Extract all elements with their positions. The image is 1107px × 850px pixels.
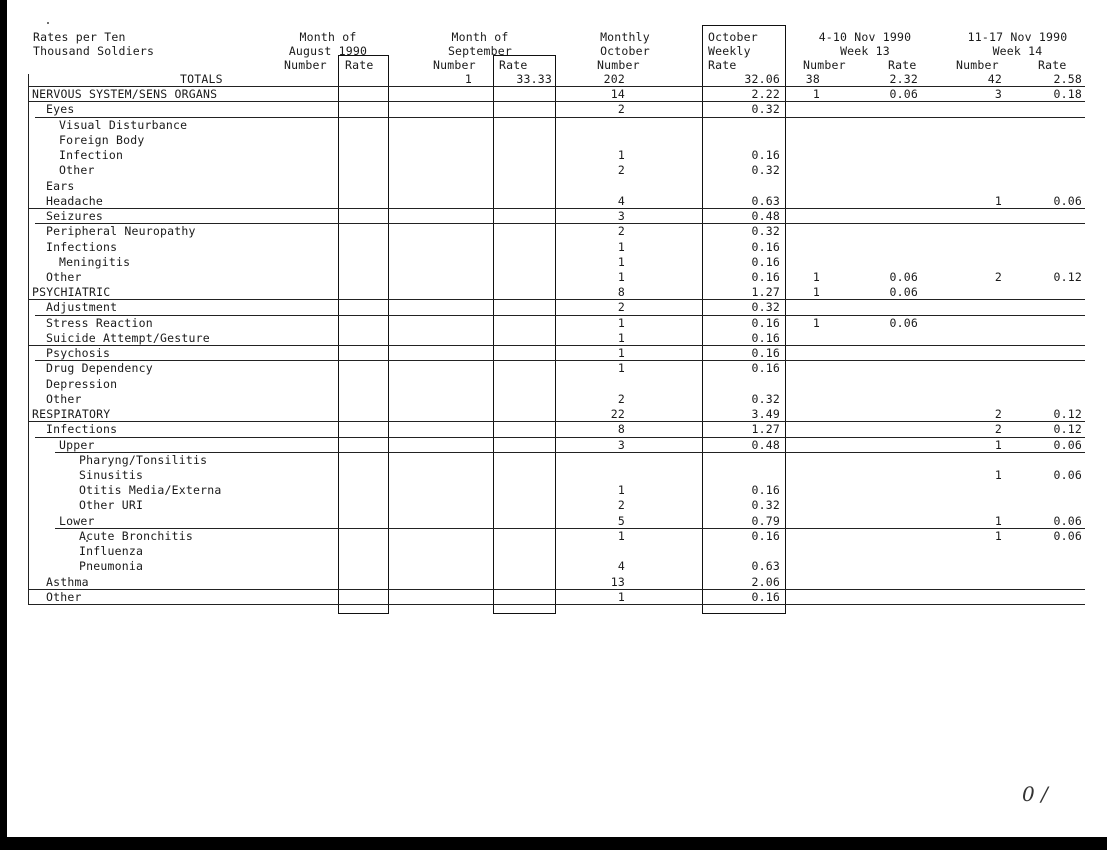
row-label: RESPIRATORY (32, 407, 111, 422)
cell-oct-rate: 0.16 (751, 361, 780, 376)
cell-oct-rate: 32.06 (744, 72, 780, 86)
w13-heading-1: 4-10 Nov 1990 (818, 30, 912, 44)
sep-rate-column-box (493, 55, 556, 614)
table-title-line-2: Thousand Soldiers (33, 44, 155, 58)
row-label: Infections (46, 422, 118, 437)
handwritten-margin-mark: 0 / (1022, 782, 1048, 806)
cell-oct-num: 5 (617, 513, 625, 528)
sep-rate-label: Rate (499, 58, 528, 72)
cell-w14-num: 2 (994, 422, 1002, 437)
sep-heading-1: Month of (451, 30, 509, 44)
w14-number-label: Number (956, 58, 999, 72)
cell-w14-rate: 0.18 (1053, 87, 1082, 102)
cell-oct-num: 1 (617, 148, 625, 163)
cell-oct-rate: 0.32 (751, 300, 780, 315)
cell-w14-rate: 0.12 (1053, 422, 1082, 437)
cell-oct-num: 1 (617, 254, 625, 269)
row-label: Suicide Attempt/Gesture (46, 330, 210, 345)
cell-oct-rate: 0.48 (751, 209, 780, 224)
cell-oct-num: 8 (617, 285, 625, 300)
cell-w13-num: 1 (812, 285, 820, 300)
row-label: Infection (59, 148, 124, 163)
cell-oct-num: 22 (610, 407, 625, 422)
w13-number-label: Number (803, 58, 846, 72)
row-label: Ears (46, 178, 75, 193)
cell-w14-rate: 0.12 (1053, 407, 1082, 422)
row-label: Visual Disturbance (59, 117, 188, 132)
row-label: Depression (46, 376, 118, 391)
cell-oct-rate: 3.49 (751, 407, 780, 422)
cell-w13-rate: 0.06 (889, 269, 918, 284)
cell-w14-num: 2 (994, 407, 1002, 422)
cell-w13-rate: 2.32 (889, 72, 918, 86)
cell-oct-rate: 0.48 (751, 437, 780, 452)
row-label: Infections (46, 239, 118, 254)
row-label: Drug Dependency (46, 361, 153, 376)
cell-oct-num: 2 (617, 498, 625, 513)
cell-w14-rate: 0.06 (1053, 467, 1082, 482)
row-label: Upper (59, 437, 95, 452)
cell-w13-num: 38 (805, 72, 820, 86)
table-title-line-1: Rates per Ten (33, 30, 126, 44)
cell-oct-num: 2 (617, 163, 625, 178)
row-label: Eyes (46, 102, 75, 117)
cell-oct-rate: 0.16 (751, 483, 780, 498)
oct-monthly-heading-2: October (600, 44, 650, 58)
cell-oct-rate: 0.32 (751, 498, 780, 513)
sep-heading-2: September (447, 44, 513, 58)
row-label: Stress Reaction (46, 315, 153, 330)
w14-heading-2: Week 14 (992, 44, 1043, 58)
cell-oct-rate: 0.16 (751, 330, 780, 345)
cell-oct-rate: 0.32 (751, 391, 780, 406)
cell-oct-rate: 0.16 (751, 239, 780, 254)
row-separator (35, 117, 1085, 118)
row-label: Seizures (46, 209, 103, 224)
cell-oct-num: 2 (617, 224, 625, 239)
cell-oct-num: 1 (617, 315, 625, 330)
cell-w14-num: 1 (994, 193, 1002, 208)
row-label: Influenza (79, 544, 144, 559)
row-label: Other (46, 391, 82, 406)
cell-oct-num: 4 (617, 559, 625, 574)
row-separator (28, 604, 1085, 605)
cell-oct-rate: 0.63 (751, 559, 780, 574)
cell-oct-num: 14 (610, 87, 625, 102)
row-label: Acute Bronchitis (79, 528, 193, 543)
cell-w14-num: 2 (994, 269, 1002, 284)
left-rule (28, 74, 29, 604)
row-label: Other (46, 269, 82, 284)
oct-rate-label: Rate (708, 58, 737, 72)
cell-oct-rate: 0.32 (751, 163, 780, 178)
cell-oct-num: 1 (617, 528, 625, 543)
cell-oct-rate: 0.16 (751, 148, 780, 163)
cell-oct-num: 13 (610, 574, 625, 589)
row-label: Peripheral Neuropathy (46, 224, 196, 239)
row-label: Meningitis (59, 254, 131, 269)
cell-oct-num: 2 (617, 391, 625, 406)
aug-rate-column-box (338, 55, 389, 614)
row-label: Psychosis (46, 346, 111, 361)
cell-w13-rate: 0.06 (889, 285, 918, 300)
scan-border-left (0, 0, 7, 850)
cell-oct-rate: 0.79 (751, 513, 780, 528)
cell-oct-num: 4 (617, 193, 625, 208)
cell-oct-rate: 0.16 (751, 315, 780, 330)
cell-w14-num: 1 (994, 528, 1002, 543)
cell-oct-num: 1 (617, 589, 625, 604)
row-label: Foreign Body (59, 132, 145, 147)
cell-oct-rate: 1.27 (751, 285, 780, 300)
oct-number-label: Number (597, 58, 640, 72)
w13-heading-2: Week 13 (840, 44, 890, 58)
w14-heading-1: 11-17 Nov 1990 (967, 30, 1068, 44)
cell-w13-rate: 0.06 (889, 315, 918, 330)
cell-w14-num: 1 (994, 437, 1002, 452)
cell-oct-rate: 0.32 (751, 224, 780, 239)
cell-w13-rate: 0.06 (889, 87, 918, 102)
cell-oct-rate: 1.27 (751, 422, 780, 437)
cell-w14-rate: 0.12 (1053, 269, 1082, 284)
row-label: Sinusitis (79, 467, 144, 482)
row-label: Otitis Media/Externa (79, 483, 222, 498)
cell-oct-num: 202 (603, 72, 625, 86)
cell-oct-rate: 0.63 (751, 193, 780, 208)
oct-weekly-heading-2: Weekly (708, 44, 751, 58)
cell-w14-num: 42 (987, 72, 1002, 86)
row-label: Headache (46, 193, 103, 208)
aug-heading-1: Month of (299, 30, 357, 44)
cell-oct-num: 3 (617, 437, 625, 452)
aug-number-label: Number (284, 58, 327, 72)
oct-monthly-heading-1: Monthly (600, 30, 650, 44)
cell-oct-num: 3 (617, 209, 625, 224)
row-label: NERVOUS SYSTEM/SENS ORGANS (32, 87, 218, 102)
sep-number-label: Number (433, 58, 476, 72)
row-label: Pneumonia (79, 559, 144, 574)
cell-sept-rate: 33.33 (516, 72, 552, 86)
cell-oct-rate: 0.16 (751, 589, 780, 604)
cell-oct-num: 1 (617, 346, 625, 361)
cell-w14-rate: 2.58 (1053, 72, 1082, 86)
cell-oct-num: 1 (617, 330, 625, 345)
row-separator (55, 452, 1085, 453)
w13-rate-label: Rate (888, 58, 917, 72)
row-label: Lower (59, 513, 95, 528)
cell-w14-rate: 0.06 (1053, 513, 1082, 528)
row-label: PSYCHIATRIC (32, 285, 111, 300)
row-label: TOTALS (180, 72, 223, 86)
cell-oct-rate: 0.16 (751, 254, 780, 269)
aug-rate-label: Rate (345, 58, 374, 72)
cell-oct-rate: 2.22 (751, 87, 780, 102)
cell-w14-rate: 0.06 (1053, 528, 1082, 543)
row-label: Other URI (79, 498, 144, 513)
cell-w14-rate: 0.06 (1053, 193, 1082, 208)
cell-w14-rate: 0.06 (1053, 437, 1082, 452)
cell-oct-num: 8 (617, 422, 625, 437)
cell-oct-rate: 0.16 (751, 528, 780, 543)
row-label: Adjustment (46, 300, 118, 315)
cell-oct-rate: 0.32 (751, 102, 780, 117)
scan-border-bottom (0, 837, 1107, 850)
cell-oct-rate: 0.16 (751, 346, 780, 361)
aug-heading-2: August 1990 (288, 44, 368, 58)
oct-weekly-heading-1: October (708, 30, 758, 44)
row-label: Pharyng/Tonsilitis (79, 452, 208, 467)
cell-w14-num: 3 (994, 87, 1002, 102)
cell-oct-num: 1 (617, 361, 625, 376)
cell-oct-rate: 0.16 (751, 269, 780, 284)
cell-w13-num: 1 (812, 269, 820, 284)
cell-oct-num: 2 (617, 102, 625, 117)
cell-oct-num: 1 (617, 239, 625, 254)
scan-speck (47, 22, 49, 24)
cell-oct-num: 1 (617, 269, 625, 284)
row-label: Asthma (46, 574, 89, 589)
cell-oct-num: 1 (617, 483, 625, 498)
cell-sept-num: 1 (464, 72, 472, 86)
row-label: Other (46, 589, 82, 604)
cell-w13-num: 1 (812, 87, 820, 102)
row-label: Other (59, 163, 95, 178)
cell-oct-rate: 2.06 (751, 574, 780, 589)
cell-w13-num: 1 (812, 315, 820, 330)
cell-w14-num: 1 (994, 467, 1002, 482)
cell-oct-num: 2 (617, 300, 625, 315)
cell-w14-num: 1 (994, 513, 1002, 528)
w14-rate-label: Rate (1038, 58, 1067, 72)
